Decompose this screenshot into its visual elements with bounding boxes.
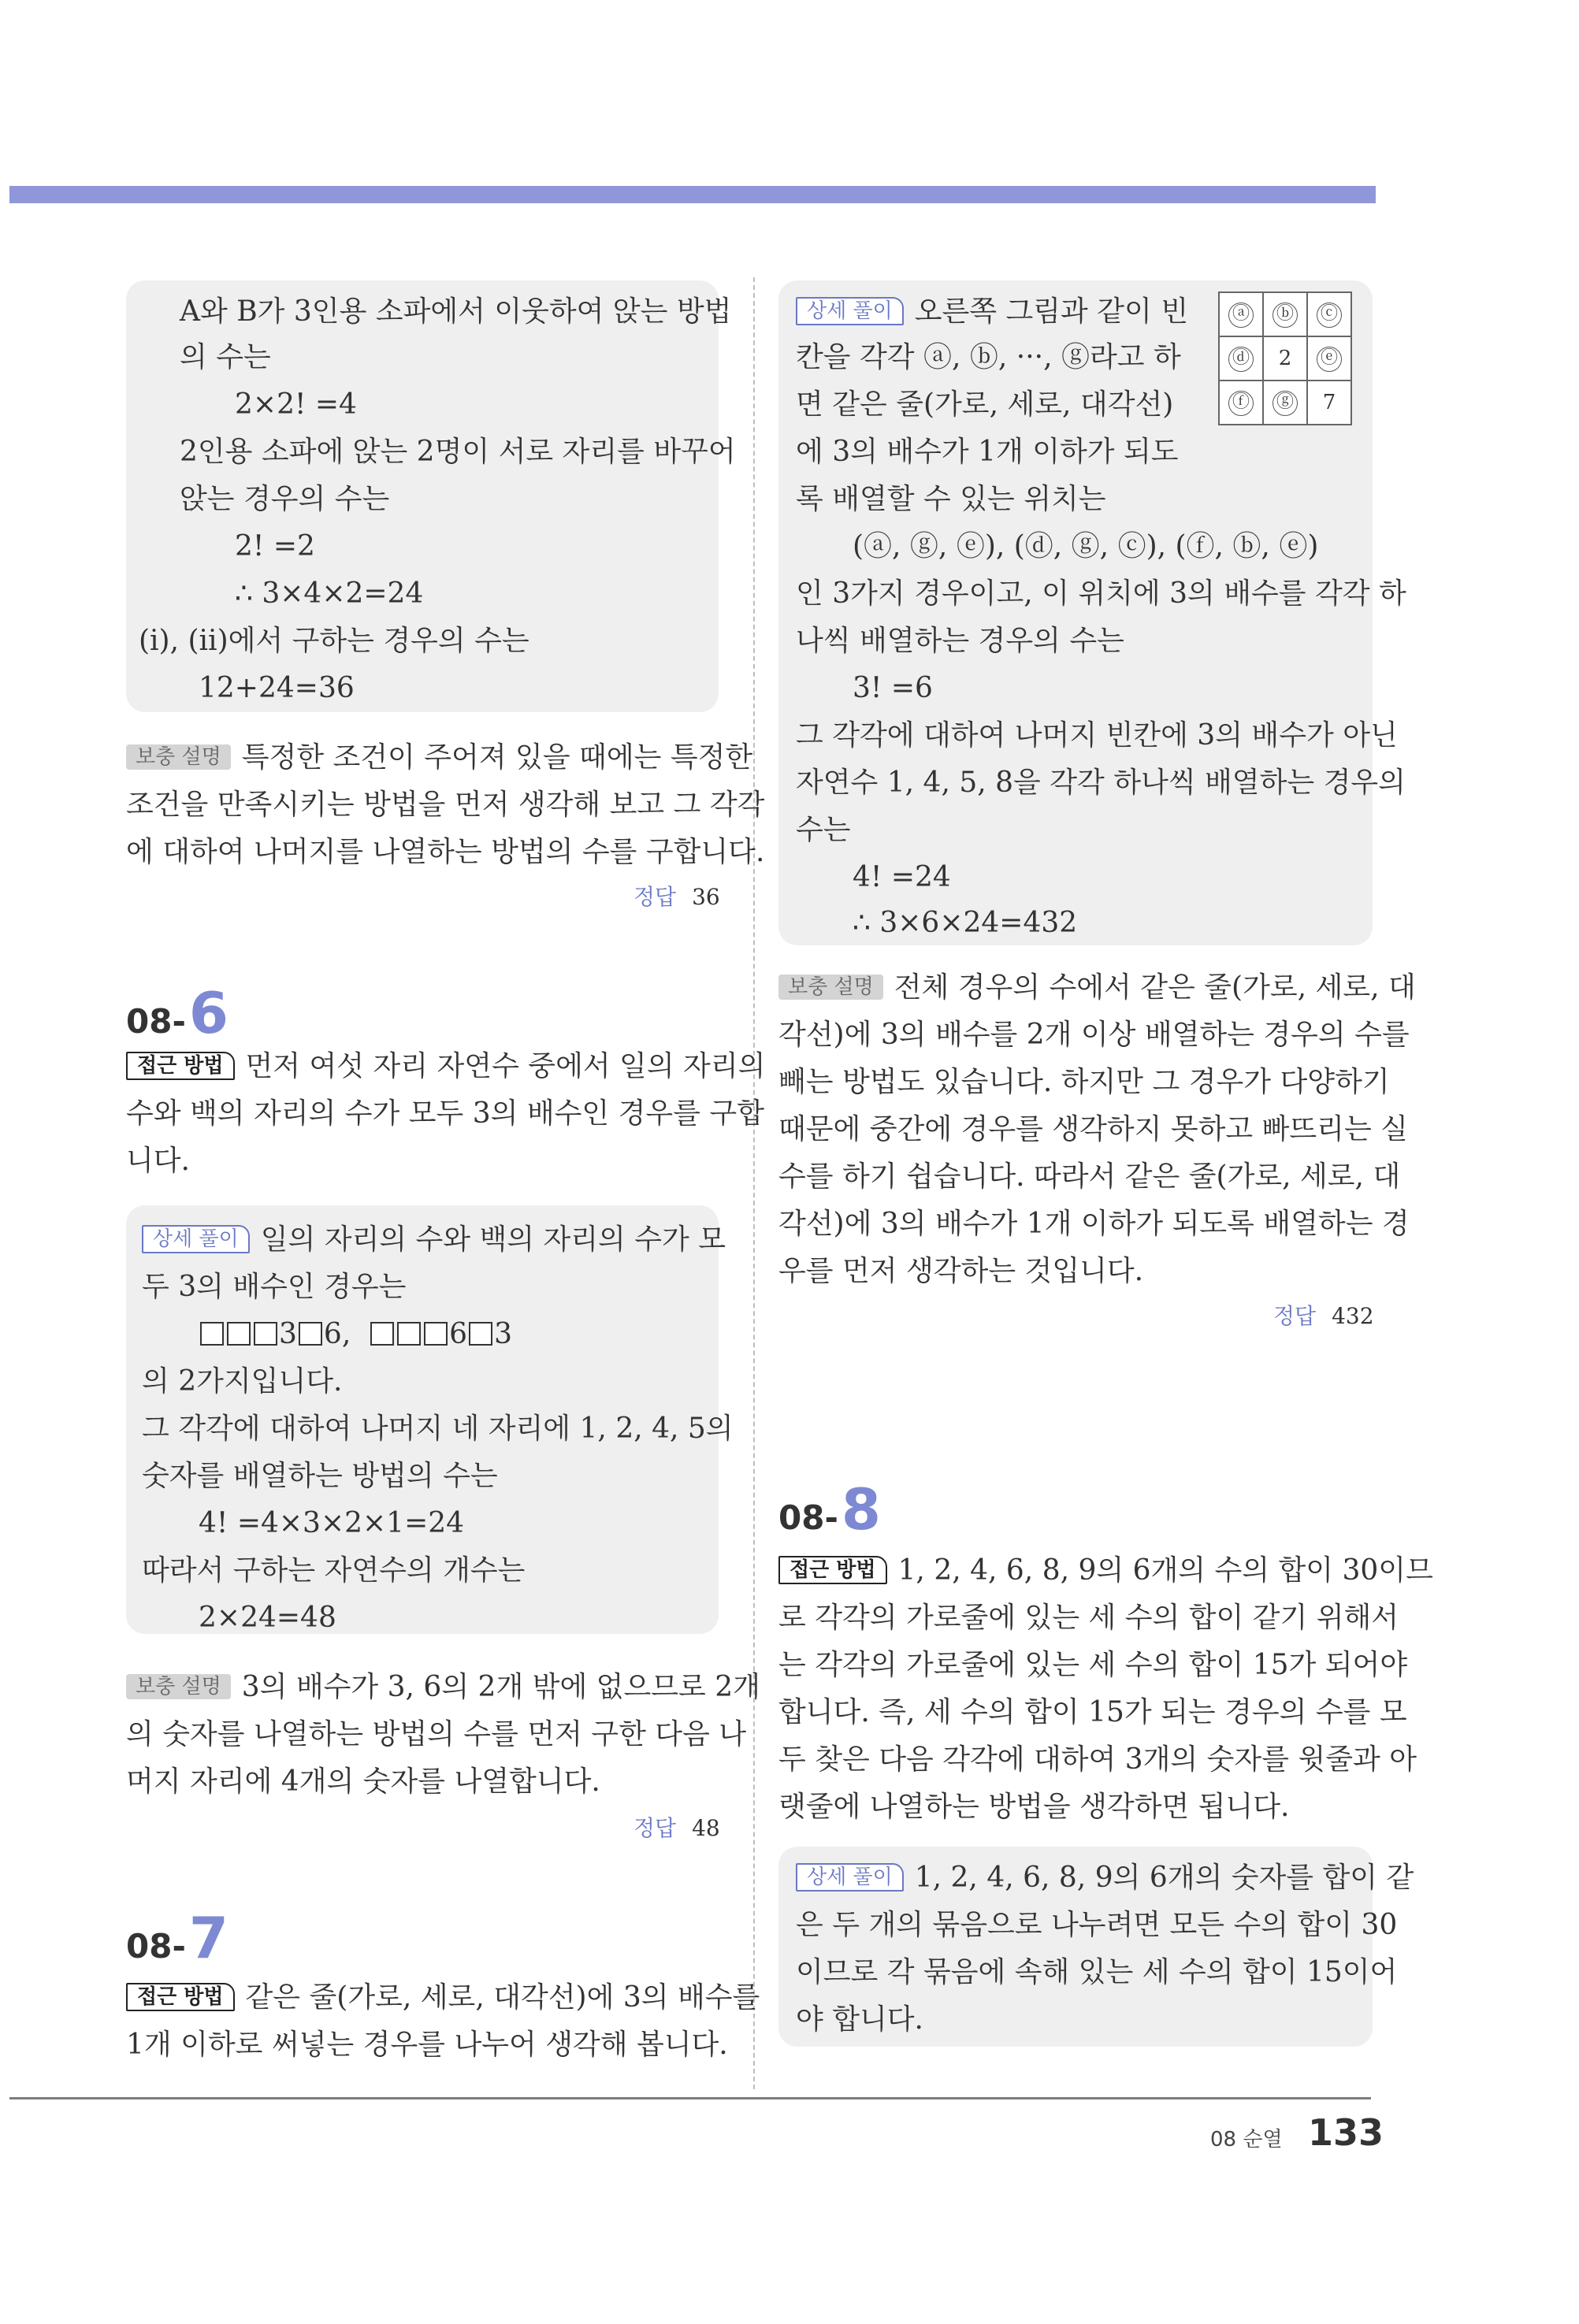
approach-tag: 접근 방법 bbox=[778, 1556, 887, 1584]
answer bbox=[633, 1815, 720, 1842]
grid-cell bbox=[1219, 336, 1263, 381]
grid-cell bbox=[1219, 292, 1263, 336]
grid-cell bbox=[1263, 292, 1307, 336]
detail-text: 은 두 개의 묶음으로 나누려면 모든 수의 합이 30 bbox=[796, 1909, 1398, 1941]
answer-value: 36 bbox=[692, 884, 720, 910]
detail-text: 따라서 구하는 자연수의 개수는 bbox=[142, 1554, 526, 1587]
grid-cell bbox=[1263, 381, 1307, 425]
problem-prefix: 08- bbox=[126, 1002, 186, 1041]
supplement-text: 각선)에 3의 배수를 2개 이상 배열하는 경우의 수를 bbox=[778, 1019, 1410, 1051]
approach-text: 니다. bbox=[126, 1145, 190, 1177]
text-line: 앉는 경우의 수는 bbox=[180, 483, 390, 515]
pattern-digit: 6 bbox=[323, 1318, 342, 1350]
grid-cell bbox=[1307, 381, 1351, 425]
approach-tag: 접근 방법 bbox=[126, 1983, 235, 2011]
approach-text: 먼저 여섯 자리 자연수 중에서 일의 자리의 bbox=[245, 1050, 766, 1082]
supplement-tag: 보충 설명 bbox=[126, 744, 231, 770]
detail-text: 의 2가지입니다. bbox=[142, 1365, 343, 1398]
supplement-line bbox=[126, 1670, 760, 1705]
cell-label: ⓐ bbox=[1228, 303, 1254, 328]
pattern-digit: 6 bbox=[449, 1318, 468, 1350]
detail-text: 오른쪽 그림과 같이 빈 bbox=[914, 295, 1189, 328]
supplement-text: 3의 배수가 3, 6의 2개 밖에 없으므로 2개 bbox=[241, 1671, 760, 1703]
supplement-text: 수를 하기 쉽습니다. 따라서 같은 줄(가로, 세로, 대 bbox=[778, 1160, 1401, 1193]
digit-pattern-line: 3 6, 6 3 bbox=[199, 1317, 512, 1352]
blank-square bbox=[227, 1322, 251, 1346]
detail-tag: 상세 풀이 bbox=[796, 297, 904, 325]
cell-label: ⓑ bbox=[1272, 303, 1298, 328]
problem-number: 8 bbox=[841, 1476, 881, 1543]
detail-text: 1, 2, 4, 6, 8, 9의 6개의 숫자를 합이 같 bbox=[914, 1862, 1414, 1894]
formula: 4! =24 bbox=[853, 861, 951, 893]
detail-text: 야 합니다. bbox=[796, 2003, 923, 2036]
blank-square bbox=[370, 1322, 394, 1346]
approach-text: 같은 줄(가로, 세로, 대각선)에 3의 배수를 bbox=[245, 1981, 760, 2014]
formula: 3! =6 bbox=[853, 672, 933, 704]
approach-text: 두 찾은 다음 각각에 대하여 3개의 숫자를 윗줄과 아 bbox=[778, 1743, 1417, 1776]
blank-square bbox=[200, 1322, 224, 1346]
chapter-label: 08 순열 bbox=[1210, 2128, 1283, 2151]
answer-label: 정답 bbox=[1273, 1303, 1317, 1329]
detail-text: 자연수 1, 4, 5, 8을 각각 하나씩 배열하는 경우의 bbox=[796, 767, 1406, 799]
detail-tag: 상세 풀이 bbox=[142, 1225, 250, 1253]
page-number: 133 bbox=[1308, 2111, 1384, 2154]
formula: 12+24=36 bbox=[199, 672, 355, 704]
supplement-text: 각선)에 3의 배수가 1개 이하가 되도록 배열하는 경 bbox=[778, 1208, 1410, 1240]
formula: 4! =4×3×2×1=24 bbox=[199, 1507, 465, 1539]
text-line: 2인용 소파에 앉는 2명이 서로 자리를 바꾸어 bbox=[180, 436, 736, 468]
detail-line bbox=[796, 295, 1188, 329]
detail-text: 일의 자리의 수와 백의 자리의 수가 모 bbox=[260, 1223, 726, 1256]
blank-square bbox=[424, 1322, 448, 1346]
answer-value: 432 bbox=[1332, 1303, 1374, 1329]
problem-prefix: 08- bbox=[778, 1498, 838, 1537]
positions-list: (ⓐ, ⓖ, ⓔ), (ⓓ, ⓖ, ⓒ), (ⓕ, ⓑ, ⓔ) bbox=[853, 530, 1319, 562]
blank-square bbox=[469, 1322, 492, 1346]
cell-label: ⓖ bbox=[1272, 391, 1298, 416]
formula: ∴ 3×4×2=24 bbox=[235, 577, 424, 610]
approach-tag: 접근 방법 bbox=[126, 1052, 235, 1080]
detail-line bbox=[796, 1861, 1414, 1895]
detail-text: 나씩 배열하는 경우의 수는 bbox=[796, 625, 1124, 657]
pattern-digit: 3 bbox=[279, 1318, 297, 1350]
approach-text: 1개 이하로 써넣는 경우를 나누어 생각해 봅니다. bbox=[126, 2029, 728, 2061]
problem-number: 6 bbox=[188, 980, 228, 1046]
column-divider bbox=[753, 277, 755, 2089]
detail-tag: 상세 풀이 bbox=[796, 1863, 904, 1891]
supplement-text: 에 대하여 나머지를 나열하는 방법의 수를 구합니다. bbox=[126, 836, 765, 868]
supplement-text: 머지 자리에 4개의 숫자를 나열합니다. bbox=[126, 1765, 600, 1798]
grid-cell bbox=[1307, 336, 1351, 381]
approach-text: 로 각각의 가로줄에 있는 세 수의 합이 같기 위해서 bbox=[778, 1602, 1399, 1634]
cell-label: ⓕ bbox=[1228, 391, 1254, 416]
formula: 2! =2 bbox=[235, 530, 315, 562]
detail-text: 인 3가지 경우이고, 이 위치에 3의 배수를 각각 하 bbox=[796, 577, 1406, 610]
supplement-text: 때문에 중간에 경우를 생각하지 못하고 빠뜨리는 실 bbox=[778, 1113, 1408, 1145]
blank-square bbox=[299, 1322, 322, 1346]
text-line: 의 수는 bbox=[180, 341, 271, 373]
problem-prefix: 08- bbox=[126, 1927, 186, 1966]
supplement-text: 특정한 조건이 주어져 있을 때에는 특정한 bbox=[241, 741, 753, 774]
detail-text: 수는 bbox=[796, 814, 851, 846]
supplement-text: 우를 먼저 생각하는 것입니다. bbox=[778, 1255, 1144, 1287]
text-line: A와 B가 3인용 소파에서 이웃하여 앉는 방법 bbox=[180, 295, 732, 328]
text-line: (ⅰ), (ⅱ)에서 구하는 경우의 수는 bbox=[139, 625, 529, 657]
approach-line bbox=[126, 1981, 760, 2015]
cell-label: ⓓ bbox=[1228, 347, 1254, 372]
approach-text: 랫줄에 나열하는 방법을 생각하면 됩니다. bbox=[778, 1791, 1290, 1823]
answer bbox=[1273, 1303, 1374, 1330]
supplement-text: 조건을 만족시키는 방법을 먼저 생각해 보고 그 각각 bbox=[126, 789, 765, 821]
grid-cell bbox=[1307, 292, 1351, 336]
grid-cell bbox=[1219, 381, 1263, 425]
detail-text: 이므로 각 묶음에 속해 있는 세 수의 합이 15이어 bbox=[796, 1956, 1398, 1988]
supplement-line bbox=[126, 741, 752, 775]
detail-line bbox=[142, 1223, 726, 1257]
grid-cell bbox=[1263, 336, 1307, 381]
detail-text: 칸을 각각 ⓐ, ⓑ, ···, ⓖ라고 하 bbox=[796, 341, 1181, 373]
magic-grid bbox=[1218, 291, 1352, 425]
approach-text: 수와 백의 자리의 수가 모두 3의 배수인 경우를 구합 bbox=[126, 1097, 764, 1130]
formula: ∴ 3×6×24=432 bbox=[853, 907, 1078, 939]
blank-square bbox=[254, 1322, 277, 1346]
header-band bbox=[9, 186, 1376, 203]
detail-text: 숫자를 배열하는 방법의 수는 bbox=[142, 1460, 498, 1492]
footer-rule bbox=[9, 2097, 1371, 2099]
approach-text: 1, 2, 4, 6, 8, 9의 6개의 수의 합이 30이므 bbox=[897, 1554, 1433, 1587]
cell-label: ⓔ bbox=[1317, 347, 1342, 372]
detail-text: 에 3의 배수가 1개 이하가 되도 bbox=[796, 436, 1179, 468]
supplement-text: 빼는 방법도 있습니다. 하지만 그 경우가 다양하기 bbox=[778, 1066, 1390, 1098]
supplement-text: 의 숫자를 나열하는 방법의 수를 먼저 구한 다음 나 bbox=[126, 1718, 747, 1750]
supplement-tag: 보충 설명 bbox=[778, 975, 883, 1000]
problem-heading-8 bbox=[778, 1476, 881, 1543]
approach-line bbox=[778, 1554, 1433, 1588]
cell-label: ⓒ bbox=[1317, 303, 1342, 328]
detail-text: 그 각각에 대하여 나머지 빈칸에 3의 배수가 아닌 bbox=[796, 719, 1398, 752]
supplement-tag: 보충 설명 bbox=[126, 1674, 231, 1699]
detail-text: 면 같은 줄(가로, 세로, 대각선) bbox=[796, 388, 1174, 421]
approach-line bbox=[126, 1049, 765, 1084]
answer-label: 정답 bbox=[633, 1815, 677, 1841]
problem-heading-7 bbox=[126, 1905, 228, 1971]
answer-value: 48 bbox=[692, 1815, 720, 1841]
detail-text: 록 배열할 수 있는 위치는 bbox=[796, 483, 1106, 515]
approach-text: 는 각각의 가로줄에 있는 세 수의 합이 15가 되어야 bbox=[778, 1649, 1408, 1681]
answer bbox=[633, 884, 720, 911]
formula: 2×2! =4 bbox=[235, 388, 357, 421]
detail-text: 그 각각에 대하여 나머지 네 자리에 1, 2, 4, 5의 bbox=[142, 1413, 734, 1445]
supplement-line bbox=[778, 971, 1416, 1005]
blank-square bbox=[397, 1322, 421, 1346]
cell-value: 2 bbox=[1278, 347, 1292, 370]
cell-value: 7 bbox=[1322, 391, 1336, 414]
answer-label: 정답 bbox=[633, 884, 677, 910]
pattern-digit: 3 bbox=[494, 1318, 512, 1350]
approach-text: 합니다. 즉, 세 수의 합이 15가 되는 경우의 수를 모 bbox=[778, 1696, 1407, 1728]
problem-heading-6 bbox=[126, 980, 228, 1046]
supplement-text: 전체 경우의 수에서 같은 줄(가로, 세로, 대 bbox=[894, 971, 1416, 1004]
problem-number: 7 bbox=[188, 1905, 228, 1971]
formula: 2×24=48 bbox=[199, 1602, 336, 1634]
detail-text: 두 3의 배수인 경우는 bbox=[142, 1271, 407, 1303]
